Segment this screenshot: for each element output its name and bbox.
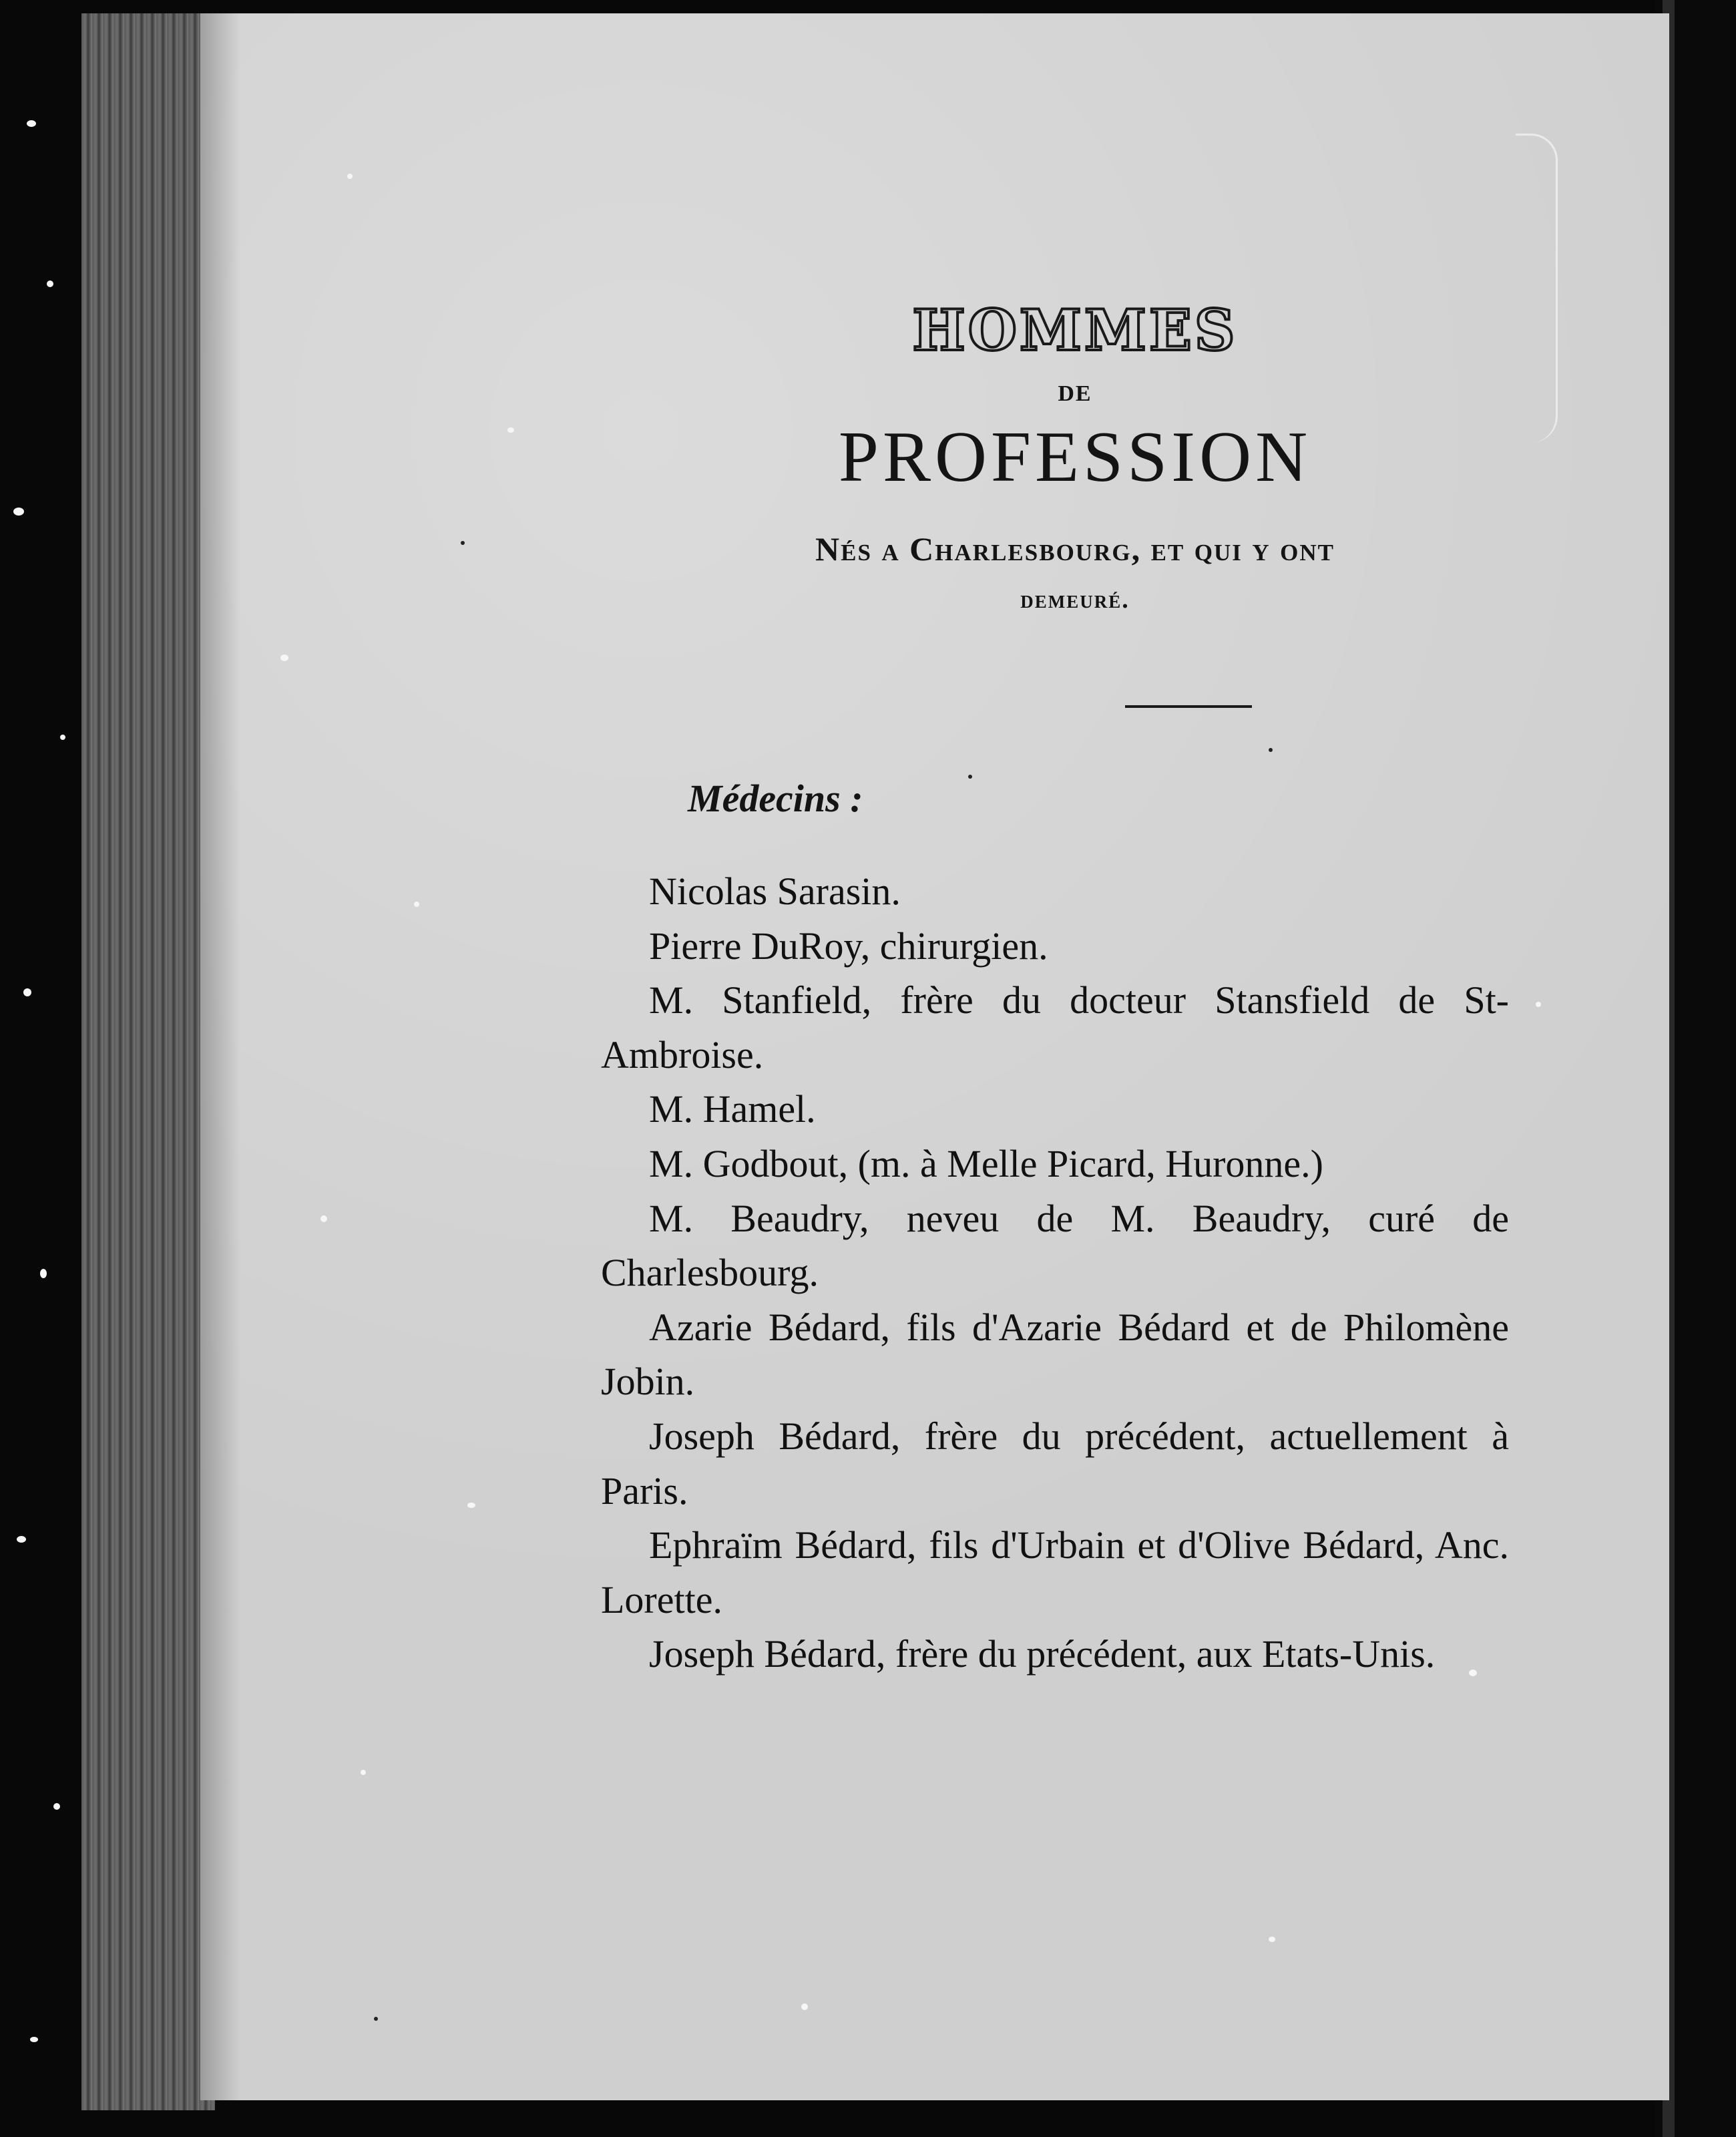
edge-marking xyxy=(29,1135,114,1142)
list-item: Pierre DuRoy, chirurgien. xyxy=(649,924,1048,968)
scan-speck xyxy=(30,2037,38,2042)
subtitle-line-2: demeuré. xyxy=(1020,586,1130,614)
list-item: M. Godbout, (m. à Melle Picard, Huronne.) xyxy=(649,1141,1323,1185)
subtitle xyxy=(601,524,1509,625)
list-item: M. Hamel. xyxy=(649,1087,816,1131)
list-item: Ephraïm Bédard, fils d'Urbain et d'Olive Bédard, Anc. Lorette. xyxy=(601,1523,1509,1621)
list-item: Joseph Bédard, frère du précédent, actuellement à Paris. xyxy=(601,1414,1509,1513)
scan-speck xyxy=(801,2003,808,2010)
scan-speck-dark xyxy=(1269,748,1273,752)
list-item: Azarie Bédard, fils d'Azarie Bédard et de Philomène Jobin. xyxy=(601,1305,1509,1404)
scan-speck xyxy=(23,988,31,996)
scan-speck xyxy=(40,1269,47,1278)
scan-speck-dark xyxy=(968,775,972,779)
heading-profession: PROFESSION xyxy=(838,417,1312,497)
scan-speck xyxy=(414,902,419,907)
entry-list xyxy=(601,864,1509,1682)
scan-speck xyxy=(1269,1937,1275,1942)
subtitle-line-1: Nés a Charlesbourg, et qui y ont xyxy=(815,530,1335,568)
scan-speck xyxy=(47,280,53,287)
scan-speck xyxy=(347,174,353,179)
scan-speck xyxy=(361,1770,366,1775)
section-divider xyxy=(1125,705,1252,708)
list-item: M. Beaudry, neveu de M. Beaudry, curé de Charlesbourg. xyxy=(601,1196,1509,1295)
scan-speck xyxy=(507,427,514,433)
scan-speck xyxy=(13,508,24,516)
page-stack-edges xyxy=(81,13,215,2110)
heading-de: DE xyxy=(1058,381,1092,406)
margin-mark xyxy=(1516,134,1558,443)
scan-speck xyxy=(280,654,288,661)
scan-speck xyxy=(1469,1670,1477,1676)
scan-speck xyxy=(60,735,65,740)
page-gutter-shadow xyxy=(200,13,240,2100)
scan-speck xyxy=(467,1503,475,1508)
scan-speck xyxy=(17,1536,26,1543)
scan-speck xyxy=(27,120,36,127)
scan-speck-dark xyxy=(461,541,465,545)
list-item: Nicolas Sarasin. xyxy=(649,869,901,913)
list-item: Joseph Bédard, frère du précédent, aux Etats-Unis. xyxy=(649,1632,1436,1676)
scan-speck xyxy=(53,1803,60,1810)
scan-speck xyxy=(320,1215,327,1222)
section-label-medecins: Médecins : xyxy=(688,777,863,820)
scan-speck-dark xyxy=(374,2017,378,2021)
list-item: M. Stanfield, frère du docteur Stansfield de St-Ambroise. xyxy=(601,978,1509,1077)
heading-hommes: HOMMES xyxy=(912,297,1238,363)
scan-speck xyxy=(1536,1002,1541,1007)
page-text xyxy=(601,294,1509,1682)
